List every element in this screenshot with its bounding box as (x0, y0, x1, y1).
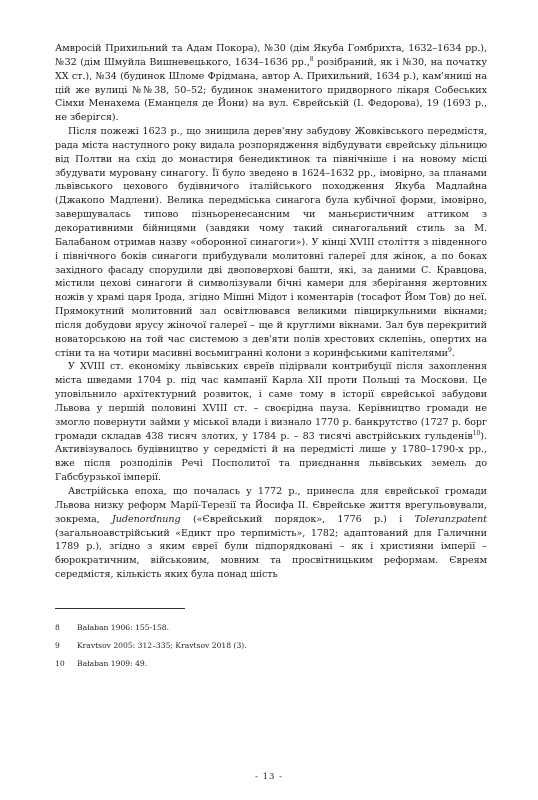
italic-term: Toleranzpatent (414, 513, 487, 525)
body-text (55, 42, 487, 582)
footnote-text: Bałaban 1906: 155-158. (77, 622, 170, 632)
footnote-text: Bałaban 1909: 49. (77, 658, 148, 668)
footnote-reference: 8 (309, 55, 314, 63)
text-run: . (451, 347, 455, 359)
paragraph (55, 360, 487, 485)
footnote (55, 658, 487, 669)
page-number: - 13 - (255, 772, 283, 782)
text-run: (загальноавстрійський «Едикт про терпимість», 1782; адаптований для Галичини 1789 р.), згідно з яким євреї були підпорядковані – як і християни імперії – бюрократичним, військовим, мовним та просвітницьким реформам. Євреям середмістя, кількість яких була понад шість (55, 527, 487, 581)
footnote-reference: 10 (472, 429, 481, 437)
paragraph (55, 42, 487, 125)
footnote-number: 8 (55, 622, 60, 632)
page (55, 42, 487, 676)
footnote-reference: 9 (447, 346, 452, 354)
footnote-text: Kravtsov 2005: 312–335; Kravtsov 2018 (3). (77, 640, 247, 650)
text-run: У XVIII ст. економіку львівських євреїв підірвали контрибуції після захоплення міста шведами 1704 р. під час кампанії Карла XII проти Польщі та Москови. Це уповільнило архітектурний розвиток, і саме тому в історії єврейської забудови Львова у першій половині XVIII ст. – своєрідна пауза. Керівництво громади не змогло повернути займи у міської влади і визнало 1770 р. банкрутство (1727 р. борг громади складав 438 тисяч злотих, у 1784 р. – 83 тисячі австрійських гульденів (55, 361, 487, 442)
paragraph (55, 125, 487, 360)
footnote (55, 640, 487, 651)
text-run: розібраний, як і №30, на початку ХХ ст.), №34 (будинок Шломе Фрідмана, автор А. Прихильний, 1634 р.), кам'яниці на цій же вулиці №№38, 50–52; будинок знаменитого придворного лікаря Собеських Сімхи Менахема (Еманцеля де Йони) на вул. Єврейській (І. Федорова), 19 (1693 р., не зберігся). (55, 56, 487, 124)
paragraph (55, 485, 487, 582)
text-run: Після пожежі 1623 р., що знищила дерев'яну забудову Жовківського передмістя, рада міста наступного року видала розпорядження відбудувати єврейську дільницю від Полтви на схід до монастиря бенедиктинок та північніше і на новому місці збудувати муровану синагогу. Її було зведено в 1624–1632 рр., імовірно, за планами львівського цехового будівничого італійського походження Якуба Мадлайна (Джакопо Мадлени). Велика передміська синагога була кубічної форми, імовірно, завершувалась типово пізньоренесансним чи маньєристичним аттиком з декоративними бійницями (завдяки чому такий синагогальний стиль за М. Балабаном отримав назву «оборонної синагоги»). У кінці XVIII століття з південного і північного боків синагоги прибудували молитовні галереї для жінок, а по боках західного фасаду спорудили дві двоповерхові башти, які, за даними С. Кравцова, містили цехові синагоги й символізували бічні камери для зберігання жертовних ножів у храмі царя Ірода, згідно Мішні Мідот і коментарів (тосафот Йом Тов) до неї. Прямокутний молитовний зал освітлювався великими півциркульними вікнами; після добудови ярусу жіночої галереї – ще й круглими вікнами. Зал був перекритий новаторською на той час системою з дев'яти полів хрестових склепінь, опертих на стіни та на чотири масивні восьмигранні колони з коринфськими капітелями (55, 126, 487, 359)
italic-term: Judenordnung (112, 513, 181, 525)
text-run: («Єврейський порядок», 1776 р.) і (180, 513, 415, 525)
footnote (55, 622, 487, 633)
text-run: Амвросій Прихильний та Адам Покора), №30 (дім Якуба Гомбрихта, 1632–1634 рр.), №32 (дім Шмуйла Вишневецького, 1634–1636 рр., (55, 43, 487, 68)
text-run: Австрійська епоха, що почалась у 1772 р., принесла для єврейської громади Львова низку реформ Марії-Терезії та Йосифа II. Єврейське життя врегульовували, зокрема, (55, 486, 487, 525)
footnotes (55, 622, 487, 669)
footnote-number: 9 (55, 640, 60, 650)
footnote-divider (55, 608, 185, 609)
footnote-number: 10 (55, 658, 65, 668)
text-run: ). Активізувалось будівництво у середмісті й на передмісті лише у 1780–1790-х рр., вже після розподілів Речі Посполитої та приєднання львівських земель до Габсбурзької імперії. (55, 430, 487, 484)
